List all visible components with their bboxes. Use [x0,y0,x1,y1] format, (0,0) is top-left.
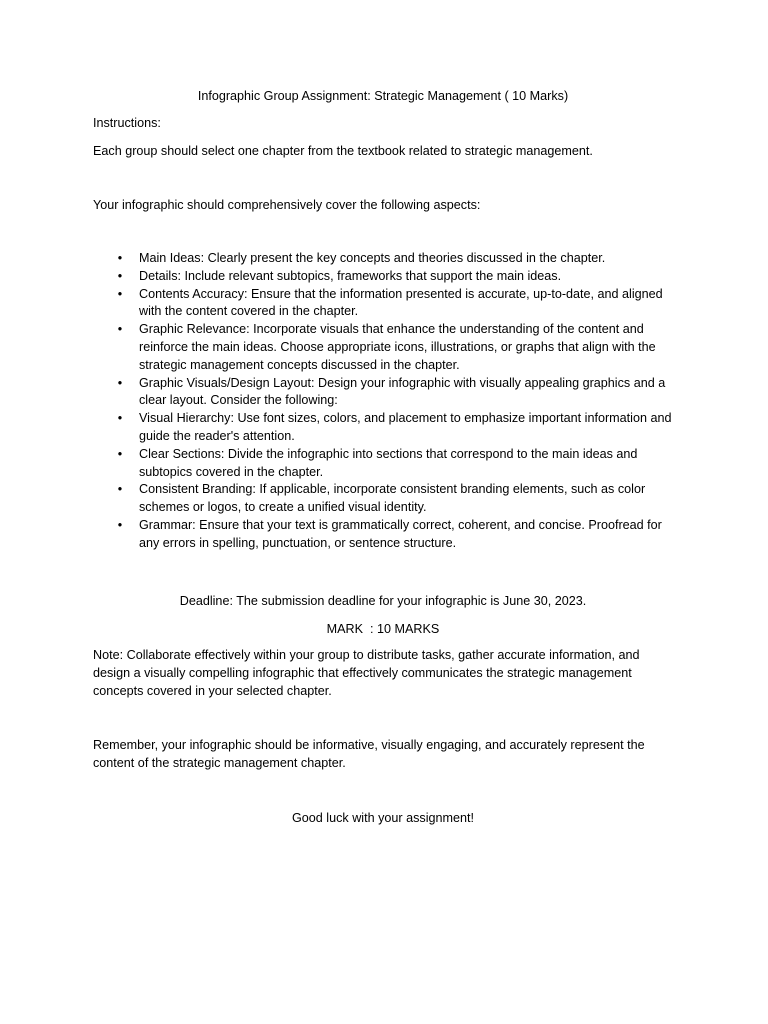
mark-text: MARK : 10 MARKS [326,622,440,636]
note-paragraph: Note: Collaborate effectively within your group to distribute tasks, gather accurate information, and design a visually compelling infographic that effectively communicates the strategic management concepts covered in your selected chapter. [93,648,640,698]
list-item-text: Clear Sections: Divide the infographic into sections that correspond to the main ideas and subtopics covered in the chapter. [139,446,638,479]
intro-paragraph: Each group should select one chapter from the textbook related to strategic management. [93,144,593,158]
remember-paragraph: Remember, your infographic should be informative, visually engaging, and accurately represent the content of the strategic management chapter. [93,738,645,770]
list-item [93,446,683,482]
list-item [93,286,683,322]
bullet-icon: • [117,268,123,283]
list-item-text: Contents Accuracy: Ensure that the information presented is accurate, up-to-date, and aligned with the content covered in the chapter. [139,286,663,319]
bullet-icon: • [117,286,123,301]
list-item-text: Visual Hierarchy: Use font sizes, colors, and placement to emphasize important information and guide the reader's attention. [139,411,672,443]
bullet-icon: • [117,411,123,426]
list-item [93,410,683,446]
list-item [93,517,683,553]
list-item [93,481,683,517]
bullet-icon: • [117,517,123,532]
closing-text: Good luck with your assignment! [292,811,474,825]
bullet-icon: • [117,322,123,337]
list-item [93,250,683,268]
list-item-text: Main Ideas: Clearly present the key concepts and theories discussed in the chapter. [139,251,606,265]
aspects-lead: Your infographic should comprehensively cover the following aspects: [93,198,481,212]
list-item [93,321,683,374]
bullet-icon: • [117,482,123,497]
list-item-text: Grammar: Ensure that your text is grammatically correct, coherent, and concise. Proofread for any errors in spelling, punctuation, or sentence structure. [139,517,662,550]
list-item [93,268,683,286]
list-item-text: Graphic Visuals/Design Layout: Design your infographic with visually appealing graphics and a clear layout. Consider the following: [139,375,666,408]
aspects-list [93,250,683,553]
bullet-icon: • [117,375,123,390]
list-item-text: Consistent Branding: If applicable, incorporate consistent branding elements, such as color schemes or logos, to create a unified visual identity. [139,482,646,515]
list-item [93,375,683,411]
instructions-label: Instructions: [93,116,161,130]
deadline-text: Deadline: The submission deadline for your infographic is June 30, 2023. [179,594,587,608]
bullet-icon: • [117,251,123,265]
bullet-icon: • [117,446,123,461]
list-item-text: Graphic Relevance: Incorporate visuals that enhance the understanding of the content and reinforce the main ideas. Choose appropriate icons, illustrations, or graphs that align with the strategic management concepts discussed in the chapter. [139,322,656,372]
list-item-text: Details: Include relevant subtopics, frameworks that support the main ideas. [139,268,562,283]
document-title: Infographic Group Assignment: Strategic Management ( 10 Marks) [197,89,569,103]
